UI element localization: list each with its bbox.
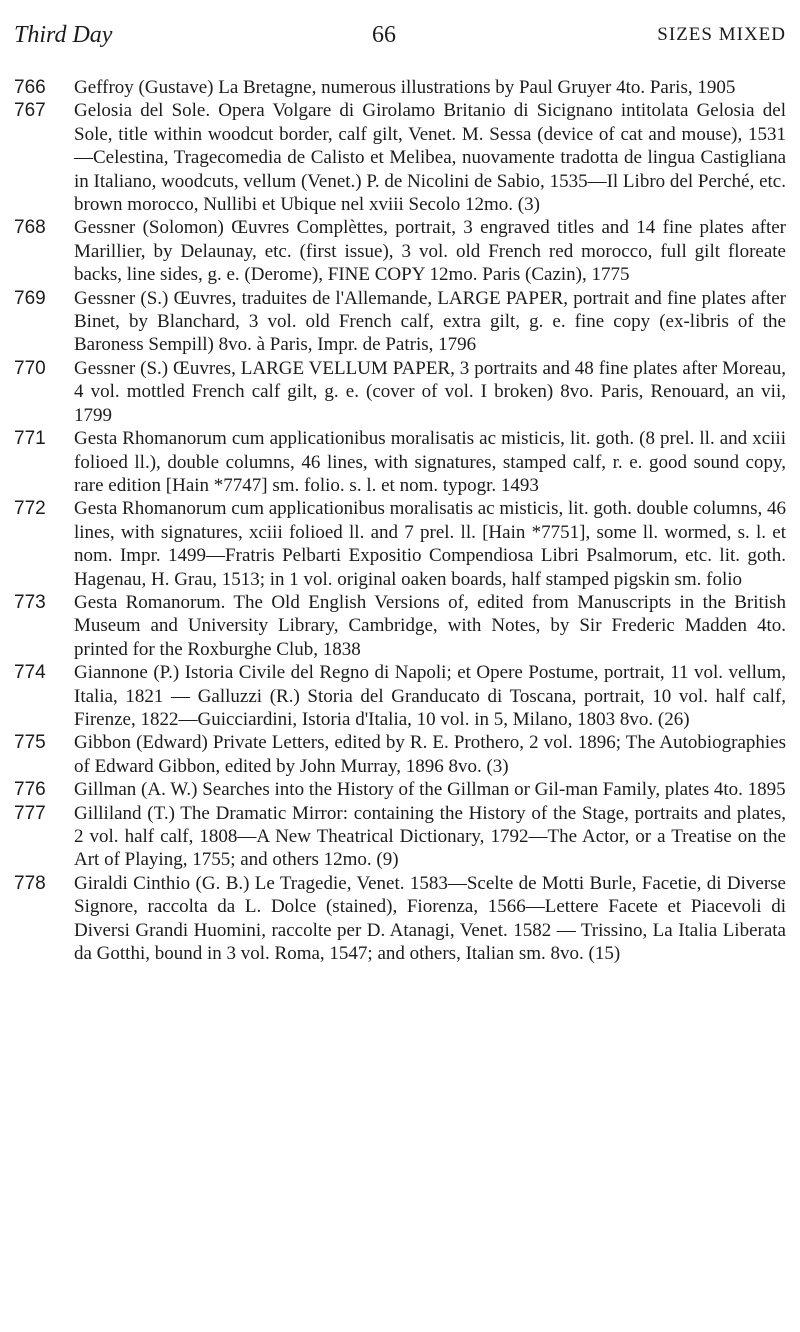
lot-number: 777 (14, 802, 46, 824)
lot-number: 773 (14, 591, 46, 613)
lot-description: Giannone (P.) Istoria Civile del Regno di Napoli; et Opere Postume, portrait, 11 vol. vellum, Italia, 1821 — Galluzzi (R.) Storia del Granducato di Toscana, portrait, 10 vol. half calf, Firenze, 1822—Guicciardini, Istoria d'Italia, 10 vol. in 5, Milano, 1803 8vo. (26) (74, 662, 786, 730)
lot-description: Gessner (S.) Œuvres, LARGE VELLUM PAPER, 3 portraits and 48 fine plates after Moreau, 4 vol. mottled French calf gilt, g. e. (cover of vol. I broken) 8vo. Paris, Renouard, an vii, 1799 (74, 357, 786, 426)
lot-number: 778 (14, 872, 46, 894)
lot-description: Giraldi Cinthio (G. B.) Le Tragedie, Venet. 1583—Scelte de Motti Burle, Facetie, di Diverse Signore, raccolta da L. Dolce (stained), Fiorenza, 1566—Lettere Facete et Piacevoli di Diversi Grandi Huomini, raccolte per D. Atanagi, Venet. 1582 — Trissino, La Italia Liberata da Gotthi, bound in 3 vol. Roma, 1547; and others, Italian sm. 8vo. (15) (74, 872, 786, 965)
lot-description: Gesta Romanorum. The Old English Versions of, edited from Manuscripts in the British Museum and University Library, Cambridge, with Notes, by Sir Frederic Madden 4to. printed for the Roxburghe Club, 1838 (74, 591, 786, 660)
lot-number: 775 (14, 732, 46, 754)
catalogue-entry (14, 357, 786, 427)
lot-description: Gelosia del Sole. Opera Volgare di Girolamo Britanio di Sicignano intitolata Gelosia del Sole, title within woodcut border, calf gilt, Venet. M. Sessa (device of cat and mouse), 1531—Celestina, Tragecomedia de Calisto et Melibea, nuovamente tradotta de lingua Castigliana in Italiano, woodcuts, vellum (Venet.) P. de Nicolini de Sabio, 1535—Il Libro del Perché, etc. brown morocco, Nullibi et Ubique nel xviii Secolo 12mo. (3) (74, 100, 786, 216)
lot-number: 771 (14, 428, 46, 450)
catalogue-entry (14, 427, 786, 497)
catalogue-entry (14, 661, 786, 731)
lot-number: 769 (14, 287, 46, 309)
page-number: 66 (372, 22, 396, 48)
catalogue-entry (14, 591, 786, 661)
catalogue-entry (14, 802, 786, 872)
lot-number: 766 (14, 77, 46, 98)
lot-description: Geffroy (Gustave) La Bretagne, numerous illustrations by Paul Gruyer 4to. Paris, 1905 (74, 77, 736, 98)
catalogue-entry (14, 99, 786, 216)
lot-number: 768 (14, 217, 46, 239)
catalogue-entry (14, 778, 786, 801)
page-header (14, 22, 786, 62)
catalogue-entries (14, 76, 786, 965)
catalogue-entry (14, 872, 786, 966)
lot-description: Gesta Rhomanorum cum applicationibus moralisatis ac misticis, lit. goth. (8 prel. ll. and xciii folioed ll.), double columns, 46 lines, with signatures, stamped calf, r. e. good sound copy, rare edition [Hain *7747] sm. folio. s. l. et nom. typogr. 1493 (74, 428, 786, 496)
lot-description: Gillman (A. W.) Searches into the History of the Gillman or Gil-man Family, plates 4to. 1895 (74, 779, 786, 801)
lot-description: Gilliland (T.) The Dramatic Mirror: containing the History of the Stage, portraits and plates, 2 vol. half calf, 1808—A New Theatrical Dictionary, 1792—The Actor, or a Treatise on the Art of Playing, 1755; and others 12mo. (9) (74, 802, 786, 871)
lot-description: Gesta Rhomanorum cum applicationibus moralisatis ac misticis, lit. goth. double columns, 46 lines, with signatures, xciii folioed ll. and 7 prel. ll. [Hain *7751], some ll. wormed, s. l. et nom. Impr. 1499—Fratris Pelbarti Expositio Compendiosa Libri Psalmorum, etc. lit. goth. Hagenau, H. Grau, 1513; in 1 vol. original oaken boards, half stamped pigskin sm. folio (74, 498, 786, 590)
lot-description: Gibbon (Edward) Private Letters, edited by R. E. Prothero, 2 vol. 1896; The Autobiographies of Edward Gibbon, edited by John Murray, 1896 8vo. (3) (74, 732, 786, 777)
lot-number: 776 (14, 779, 46, 801)
catalogue-entry (14, 497, 786, 591)
running-title: Third Day (14, 22, 113, 48)
catalogue-entry (14, 731, 786, 778)
catalogue-entry (14, 287, 786, 357)
catalogue-entry (14, 216, 786, 286)
lot-number: 770 (14, 357, 46, 379)
section-title: SIZES MIXED (657, 24, 786, 45)
lot-number: 774 (14, 662, 46, 684)
lot-description: Gessner (S.) Œuvres, traduites de l'Allemande, LARGE PAPER, portrait and fine plates after Binet, by Blanchard, 3 vol. old French calf, extra gilt, g. e. fine copy (ex-libris of the Baroness Sempill) 8vo. à Paris, Impr. de Patris, 1796 (74, 287, 786, 356)
lot-description: Gessner (Solomon) Œuvres Complèttes, portrait, 3 engraved titles and 14 fine plates after Marillier, by Delaunay, etc. (first issue), 3 vol. old French red morocco, full gilt floreate backs, line sides, g. e. (Derome), FINE COPY 12mo. Paris (Cazin), 1775 (74, 217, 786, 286)
lot-number: 767 (14, 100, 46, 122)
catalogue-entry (14, 76, 786, 99)
lot-number: 772 (14, 498, 46, 520)
